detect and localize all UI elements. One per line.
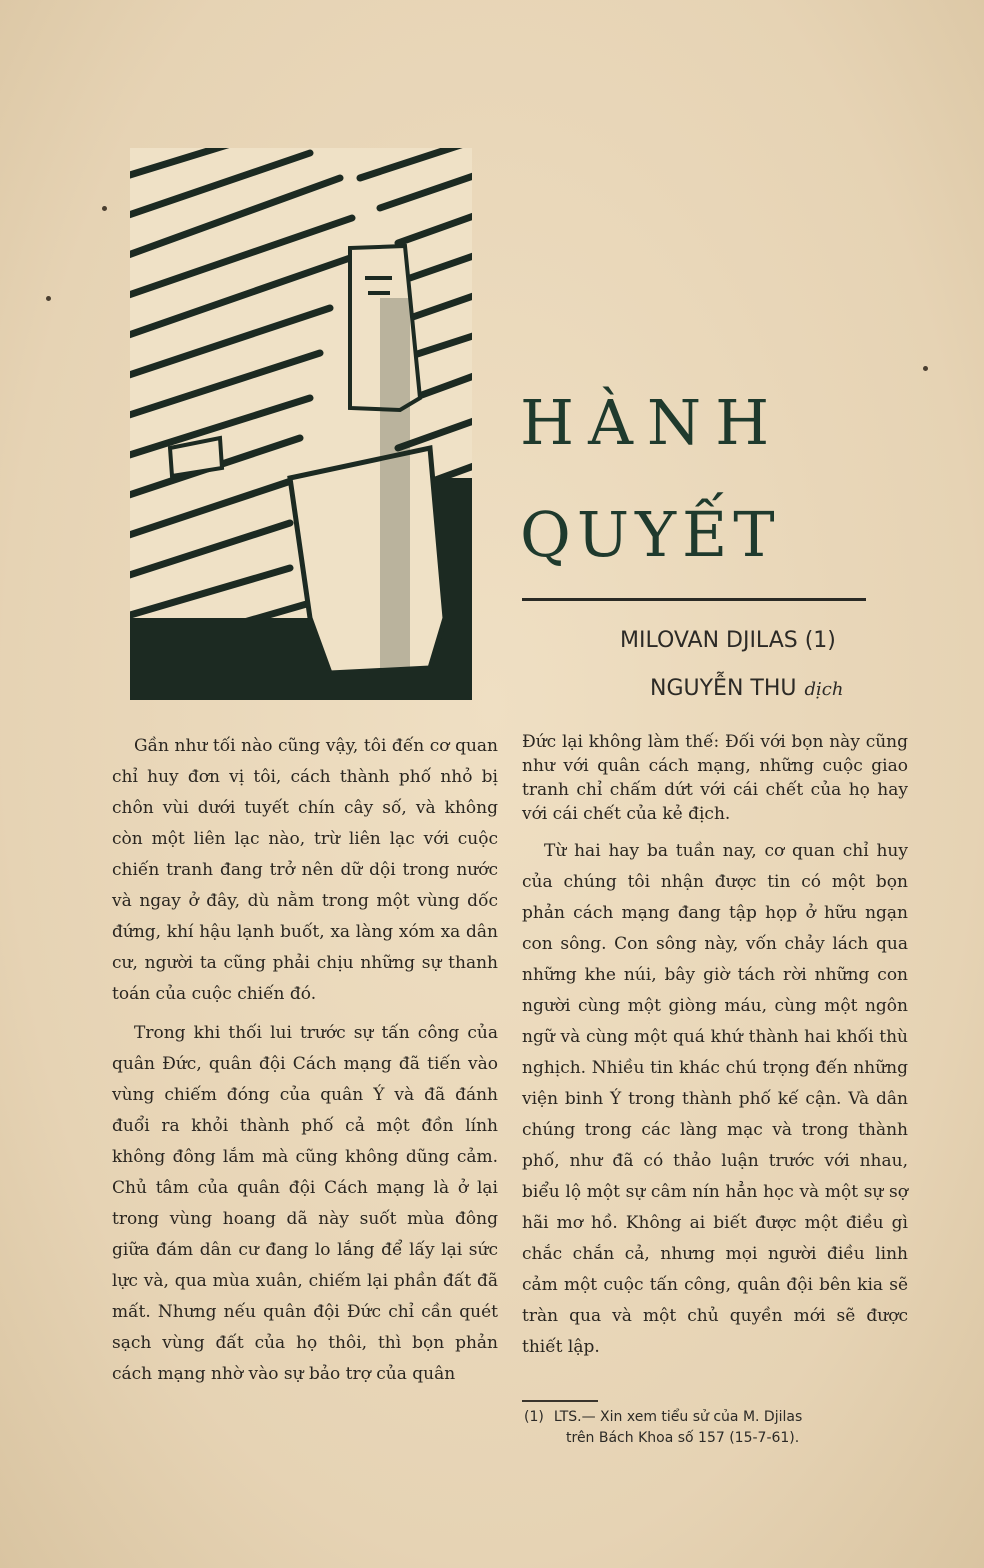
article-title-line2: QUYẾT: [520, 498, 781, 571]
paragraph: Trong khi thối lui trước sự tấn công của quân Đức, quân đội Cách mạng đã tiến vào vùng chiếm đóng của quân Ý và đã đánh đuổi ra khỏi thành phố cả một đồn lính không đông lắm mà cũng không dũng cảm. Chủ tâm của quân đội Cách mạng là ở lại trong vùng hoang dã này suốt mùa đông giữa đám dân cư đang lo lắng để lấy lại sức lực và, qua mùa xuân, chiếm lại phần đất đã mất. Nhưng nếu quân đội Đức chỉ cần quét sạch vùng đất của họ thôi, thì bọn phản cách mạng nhờ vào sự bảo trợ của quân: [112, 1023, 498, 1384]
footnote-divider: [522, 1400, 598, 1402]
translator-byline: [650, 676, 843, 701]
paper-speck: [46, 296, 51, 301]
paragraph-continuation: Đức lại không làm thế: Đối với bọn này cũng như với quân cách mạng, những cuộc giao tranh chỉ chấm dứt với cái chết của họ hay với cái chết của kẻ địch.: [522, 732, 908, 824]
translator-name: NGUYỄN THU: [650, 676, 797, 701]
author-byline: MILOVAN DJILAS (1): [620, 628, 836, 653]
paragraph: Gần như tối nào cũng vậy, tôi đến cơ quan chỉ huy đơn vị tôi, cách thành phố nhỏ bị chôn vùi dưới tuyết chín cây số, và không còn một liên lạc nào, trừ liên lạc với cuộc chiến tranh đang trở nên dữ dội trong nước và ngay ở đây, dù nằm trong một vùng dốc đứng, khí hậu lạnh buốt, xa làng xóm xa dân cư, người ta cũng phải chịu những sự thanh toán của cuộc chiến đó.: [112, 736, 498, 1004]
footnote-text-line2: trên Bách Khoa số 157 (15-7-61).: [566, 1430, 800, 1446]
paper-speck: [102, 206, 107, 211]
paragraph: Từ hai hay ba tuần nay, cơ quan chỉ huy của chúng tôi nhận được tin có một bọn phản cách mạng đang tập họp ở hữu ngạn con sông. Con sông này, vốn chảy lách qua những khe núi, bây giờ tách rời những con người cùng một giòng máu, cùng một ngôn ngữ và cùng một quá khứ thành hai khối thù nghịch. Nhiều tin khác chú trọng đến những viện binh Ý trong thành phố kế cận. Và dân chúng trong các làng mạc và trong thành phố, như đã có thảo luận trước với nhau, biểu lộ một sự câm nín hẳn học và một sự sợ hãi mơ hồ. Không ai biết được một điều gì chắc chắn cả, nhưng mọi người điều linh cảm một cuộc tấn công, quân đội bên kia sẽ tràn qua và một chủ quyền mới sẽ được thiết lập.: [522, 841, 908, 1357]
right-column: [522, 730, 908, 1363]
left-column: [112, 731, 498, 1390]
footnote: [524, 1407, 914, 1449]
article-title-line1: HÀNH: [520, 386, 784, 459]
title-divider: [522, 598, 866, 601]
woodcut-figure-icon: [130, 148, 472, 700]
translator-role: dịch: [804, 679, 844, 700]
footnote-text-line1: LTS.— Xin xem tiểu sử của M. Djilas: [553, 1409, 803, 1425]
footnote-marker: (1): [524, 1409, 544, 1425]
paper-speck: [923, 366, 928, 371]
